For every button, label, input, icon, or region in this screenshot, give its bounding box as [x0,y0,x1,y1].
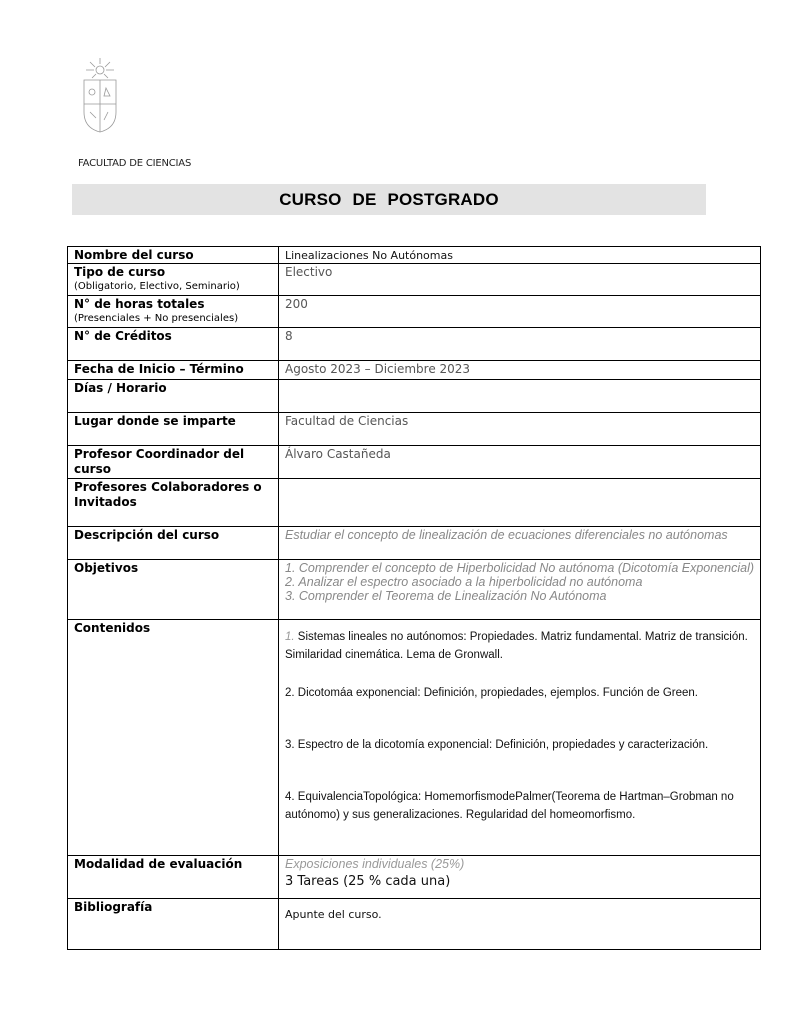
label-evaluacion: Modalidad de evaluación [68,856,279,899]
row-dias [68,380,761,413]
value-descripcion: Estudiar el concepto de linealización de ecuaciones diferenciales no autónomas [279,527,761,560]
row-horas [68,296,761,328]
row-colaboradores [68,479,761,527]
row-descripcion [68,527,761,560]
label-tipo [68,264,279,296]
label-lugar: Lugar donde se imparte [68,413,279,446]
label-colaboradores: Profesores Colaboradores o Invitados [68,479,279,527]
value-lugar: Facultad de Ciencias [279,413,761,446]
contenido-text: Espectro de la dicotomía exponencial: Definición, propiedades y caracterización. [297,739,709,751]
objetivo-item: 2. Analizar el espectro asociado a la hiperbolicidad no autónoma [285,575,643,589]
value-creditos: 8 [279,328,761,361]
contenido-num: 4. [285,791,295,803]
label-horas [68,296,279,328]
course-table [67,246,761,950]
contenido-text: Sistemas lineales no autónomos: Propiedades. Matriz fundamental. Matriz de transición. Similaridad cinemática. Lema de Gronwall. [285,631,748,661]
contenido-num: 3. [285,739,295,751]
evaluacion-line2: 3 Tareas (25 % cada una) [285,874,451,889]
contenido-num: 1. [285,631,295,643]
contenido-item [285,628,754,664]
value-evaluacion [279,856,761,899]
contenido-item [285,684,754,702]
value-bibliografia [279,899,761,950]
contenido-text: EquivalenciaTopológica: HomemorfismodePalmer(Teorema de Hartman–Grobman no autónomo) y sus generalizaciones. Regularidad del homeomorfismo. [285,791,734,821]
row-profesor [68,446,761,479]
row-nombre [68,247,761,264]
value-fecha: Agosto 2023 – Diciembre 2023 [279,361,761,380]
row-lugar [68,413,761,446]
contenido-num: 2. [285,687,295,699]
label-profesor: Profesor Coordinador del curso [68,446,279,479]
contenido-text: Dicotomáa exponencial: Definición, propiedades, ejemplos. Función de Green. [297,687,698,699]
value-profesor: Álvaro Castañeda [279,446,761,479]
evaluacion-line1: Exposiciones individuales (25%) [285,857,465,871]
row-objetivos [68,560,761,620]
contenido-item [285,736,754,754]
label-nombre: Nombre del curso [68,247,279,264]
row-contenidos [68,620,761,856]
label-contenidos: Contenidos [68,620,279,856]
row-bibliografia [68,899,761,950]
row-evaluacion [68,856,761,899]
label-tipo-sub: (Obligatorio, Electivo, Seminario) [74,281,240,292]
row-creditos [68,328,761,361]
university-crest-icon [78,56,122,134]
label-creditos: N° de Créditos [68,328,279,361]
row-fecha [68,361,761,380]
label-horas-main: N° de horas totales [74,297,205,311]
faculty-name: FACULTAD DE CIENCIAS [78,158,192,169]
value-colaboradores [279,479,761,527]
label-fecha: Fecha de Inicio – Término [68,361,279,380]
value-contenidos [279,620,761,856]
page-title: CURSO DE POSTGRADO [279,190,499,209]
label-tipo-main: Tipo de curso [74,265,166,279]
row-tipo [68,264,761,296]
value-objetivos [279,560,761,620]
label-dias: Días / Horario [68,380,279,413]
value-tipo: Electivo [279,264,761,296]
objetivo-item: 1. Comprender el concepto de Hiperbolicidad No autónoma (Dicotomía Exponencial) [285,561,755,575]
label-horas-sub: (Presenciales + No presenciales) [74,313,239,324]
value-horas: 200 [279,296,761,328]
label-descripcion: Descripción del curso [68,527,279,560]
label-objetivos: Objetivos [68,560,279,620]
objetivo-item: 3. Comprender el Teorema de Linealización No Autónoma [285,589,607,603]
contenido-item [285,788,754,824]
title-band [72,184,706,215]
label-bibliografia: Bibliografía [68,899,279,950]
bibliografia-text: Apunte del curso. [285,908,382,921]
value-dias [279,380,761,413]
value-nombre: Linealizaciones No Autónomas [279,247,761,264]
